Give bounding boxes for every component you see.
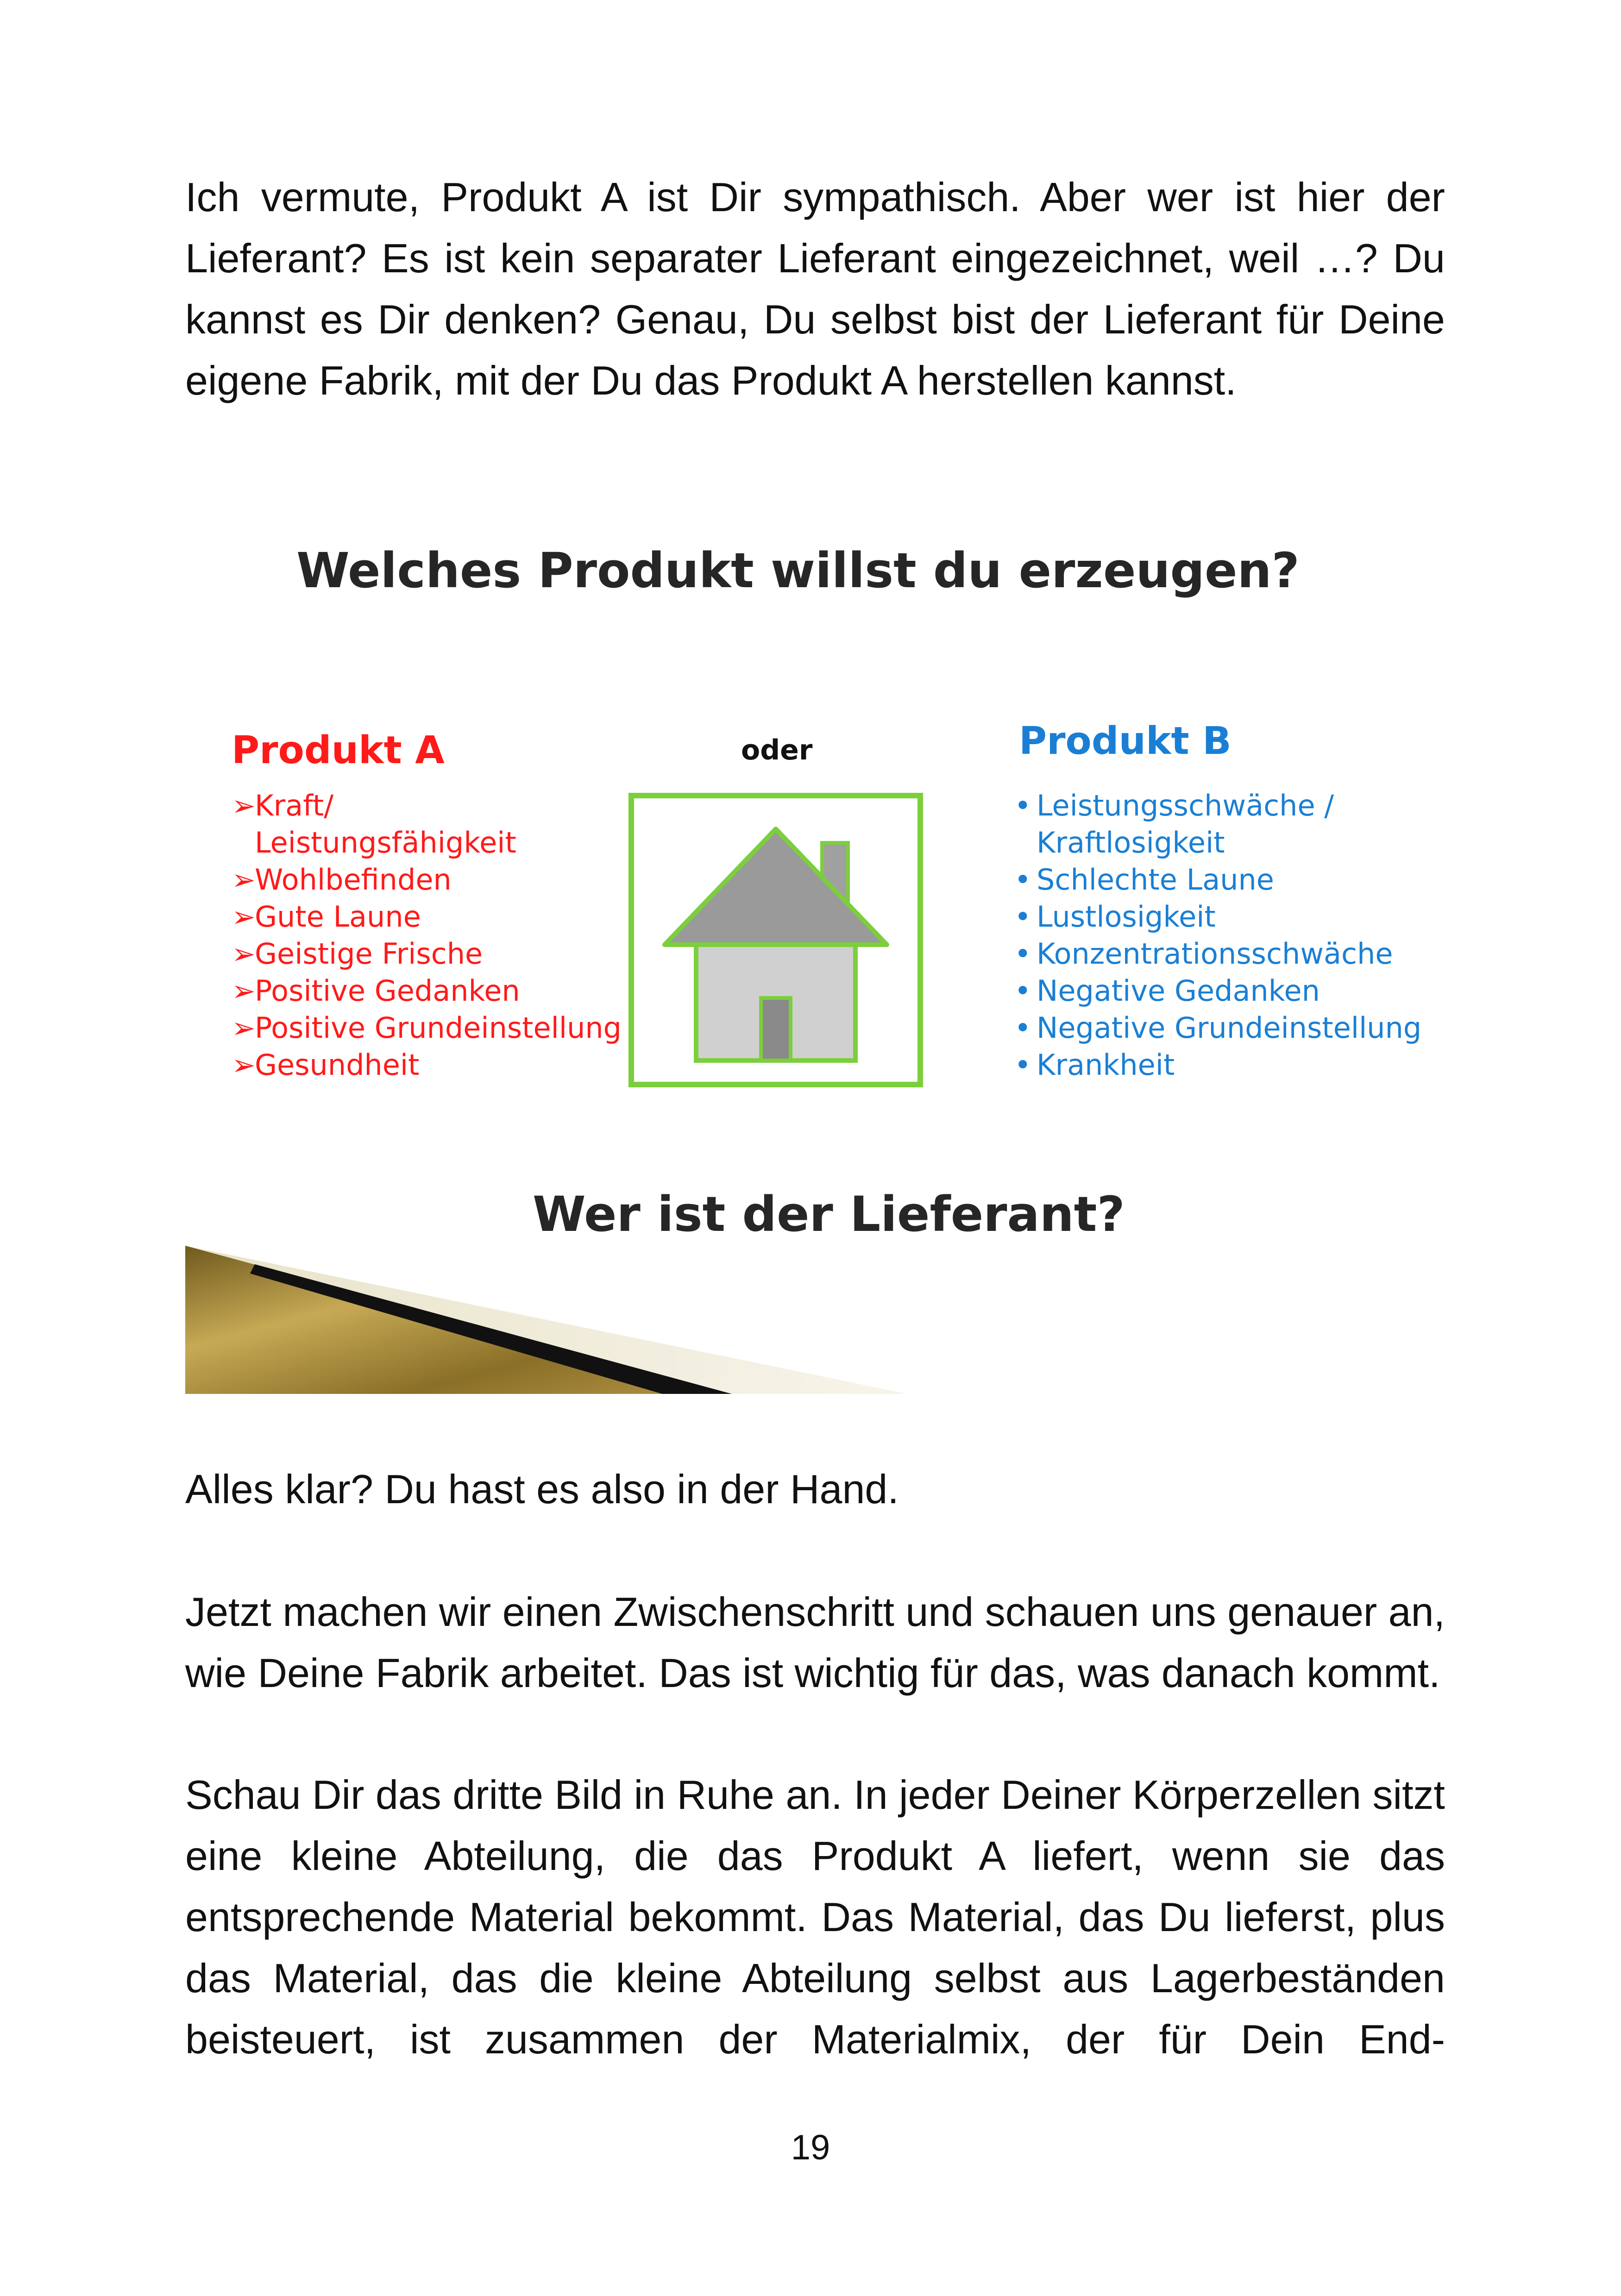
list-item: • Negative Grundeinstellung (1014, 1010, 1421, 1047)
list-item: • Lustlosigkeit (1014, 898, 1421, 935)
page-number: 19 (791, 2128, 830, 2167)
list-item: ➢Geistige Frische (232, 935, 622, 972)
arrow-bullet-icon: ➢ (232, 900, 256, 934)
arrow-bullet-icon: ➢ (232, 789, 256, 822)
product-a-heading: Produkt A (232, 728, 445, 772)
paragraph-alles-klar: Alles klar? Du hast es also in der Hand. (185, 1466, 899, 1512)
bullet-icon: • (1014, 1048, 1031, 1082)
arrow-bullet-icon: ➢ (232, 1011, 256, 1045)
list-item: • Negative Gedanken (1014, 972, 1421, 1010)
list-item: ➢Positive Grundeinstellung (232, 1010, 622, 1047)
list-item: • Konzentrationsschwäche (1014, 935, 1421, 972)
bullet-icon: • (1014, 863, 1031, 897)
house-icon (628, 792, 924, 1088)
bullet-icon: • (1014, 789, 1031, 822)
paragraph-intro: Ich vermute, Produkt A ist Dir sympathisch. Aber wer ist hier der Lieferant? Es ist kein separater Lieferant eingezeichnet, weil …? Du kannst es Dir denken? Genau, Du selbst bist der Lieferant für Deine eigene Fabrik, mit der Du das Produkt A herstellen kannst. (185, 174, 1445, 403)
paragraph-drittes-bild: Schau Dir das dritte Bild in Ruhe an. In jeder Deiner Körperzellen sitzt eine kleine Abteilung, die das Produkt A liefert, wenn sie das entsprechende Material bekommt. Das Material, das Du lieferst, plus das Material, das die kleine Abteilung selbst aus Lagerbeständen beisteuert, ist zusammen der Materialmix, der für Dein End- (185, 1772, 1445, 2062)
slide-image (185, 519, 1422, 1399)
bullet-icon: • (1014, 1011, 1031, 1045)
slide-question: Wer ist der Lieferant? (533, 1186, 1125, 1242)
bullet-icon: • (1014, 900, 1031, 934)
slide-title: Welches Produkt willst du erzeugen? (296, 542, 1300, 599)
list-item: ➢Gesundheit (232, 1047, 622, 1084)
list-item: Kraftlosigkeit (1037, 826, 1225, 859)
bullet-icon: • (1014, 974, 1031, 1008)
product-b-heading: Produkt B (1019, 719, 1231, 763)
list-item: ➢Kraft/ (232, 787, 622, 824)
paragraph-zwischenschritt: Jetzt machen wir einen Zwischenschritt und schauen uns genauer an, wie Deine Fabrik arbeitet. Das ist wichtig für das, was danach kommt. (185, 1589, 1445, 1696)
arrow-bullet-icon: ➢ (232, 974, 256, 1008)
list-item: • Schlechte Laune (1014, 861, 1421, 898)
list-item: • Leistungsschwäche / (1014, 787, 1421, 824)
list-item: ➢Wohlbefinden (232, 861, 622, 898)
oder-label: oder (741, 734, 813, 766)
arrow-bullet-icon: ➢ (232, 937, 256, 971)
bullet-icon: • (1014, 937, 1031, 971)
decorative-wedge-icon (185, 1246, 908, 1399)
list-item: Leistungsfähigkeit (255, 826, 516, 859)
product-a-list (232, 787, 622, 1084)
arrow-bullet-icon: ➢ (232, 863, 256, 897)
list-item: ➢Positive Gedanken (232, 972, 622, 1010)
arrow-bullet-icon: ➢ (232, 1048, 256, 1082)
product-b-list (1014, 787, 1421, 1084)
list-item: • Krankheit (1014, 1047, 1421, 1084)
list-item: ➢Gute Laune (232, 898, 622, 935)
